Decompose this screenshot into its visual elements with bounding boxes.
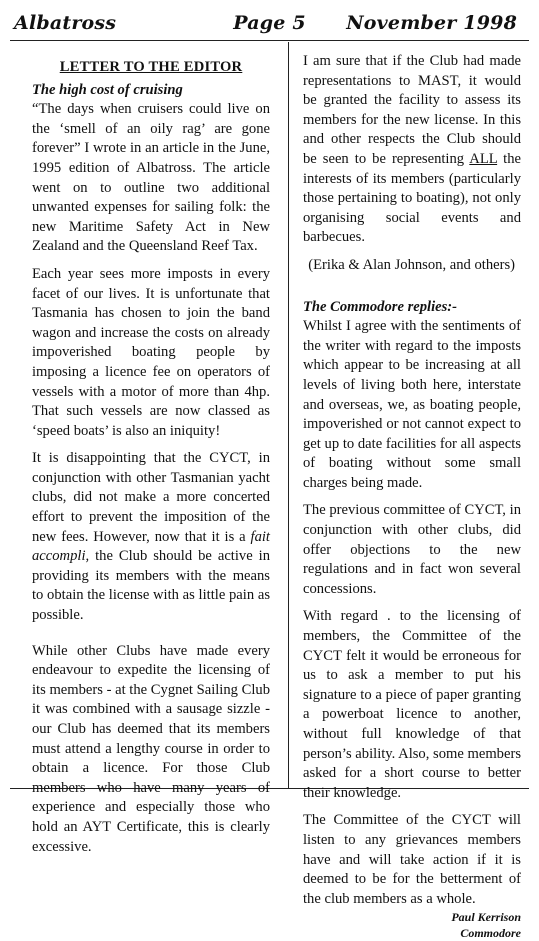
article-subhead: The high cost of cruising: [32, 81, 183, 98]
page-header: [0, 0, 539, 44]
reply-paragraph-3: With regard . to the licensing of members, the Committee of the CYCT felt it would be erroneous for us to ask a member to put his signature to a piece of paper granting a powerboat licence to another, without full knowledge of that person’s ability. Also, some members asked for a short course to better their knowledge.: [303, 608, 521, 801]
paragraph-2: Each year sees more imposts in every facet of our lives. It is unfortunate that Tasmania has chosen to join the band wagon and increase the costs on already impoverished boating people by imposing a licence fee on operators of vessels with a motor of more than 4hp. That such vessels are now classed as ‘speed boats’ is also an iniquity!: [32, 265, 270, 439]
paragraph-3-emphasis: fait accompli,: [32, 528, 270, 565]
right-column: [303, 52, 521, 941]
reply-paragraph-4: The Committee of the CYCT will listen to any grievances members have and will take action if it is deemed to be for the betterment of the club members as a whole.: [303, 812, 521, 907]
reply-paragraph-1: Whilst I agree with the sentiments of the writer with regard to the imposts which appear to be increasing at all levels of living both here, interstate and overseas, we, as boating people, impoverished or not cannot expect to get up to date facilities for all aspects of boating without some small charges being made.: [303, 318, 521, 491]
reply-paragraph-2: The previous committee of CYCT, in conjunction with other clubs, did offer objections to the new regulations and in fact won several concessions.: [303, 502, 521, 597]
reply-subhead: The Commodore replies:-: [303, 298, 458, 315]
page-number: Page 5: [233, 12, 306, 34]
newsletter-title: Albatross: [14, 12, 117, 34]
commodore-title: Commodore: [460, 926, 521, 941]
left-column: [32, 52, 270, 865]
paragraph-3-text-a: It is disappointing that the CYCT, in conjunction with other Tasmanian yacht clubs, did not make a more concerted effort to prevent the imposition of the new fees. However, now that it is a: [32, 450, 270, 545]
article-title: LETTER TO THE EDITOR: [59, 59, 243, 75]
paragraph-3: [32, 449, 270, 625]
paragraph-3-text-b: the Club should be active in providing its members with the means to obtain the license with as little pain as possible.: [32, 548, 270, 624]
paragraph-5-underline: ALL: [469, 150, 498, 167]
paragraph-5-text-b: the interests of its members (particularly those pertaining to boating), not only organising social events and barbecues.: [303, 150, 521, 246]
header-rule: [10, 40, 529, 41]
paragraph-5-text-a: I am sure that if the Club had made representations to MAST, it would be granted the facility to assess its members for the new license. In this and other respects the Club should be seen to be representing: [303, 53, 521, 167]
column-divider: [288, 42, 289, 788]
paragraph-1: “The days when cruisers could live on the ‘smell of an oily rag’ are gone forever” I wrote in an article in the June, 1995 edition of Albatross. The article went on to outline two additional unwanted expenses for sailing folk: the new Maritime Safety Act in New Zealand and the Queensland Reef Tax.: [32, 101, 270, 255]
issue-date: November 1998: [346, 12, 517, 34]
commodore-name: Paul Kerrison: [451, 910, 521, 925]
paragraph-5: [303, 52, 521, 248]
paragraph-4: While other Clubs have made every endeavour to expedite the licensing of its members - at the Cygnet Sailing Club it was combined with a sausage sizzle - our Club has deemed that its members must attend a lengthy course in order to obtain a licence. For those Club members who have many years of experience and especially those who hold an AYT Certificate, this is clearly excessive.: [32, 642, 270, 855]
letter-signature: (Erika & Alan Johnson, and others): [308, 256, 515, 273]
